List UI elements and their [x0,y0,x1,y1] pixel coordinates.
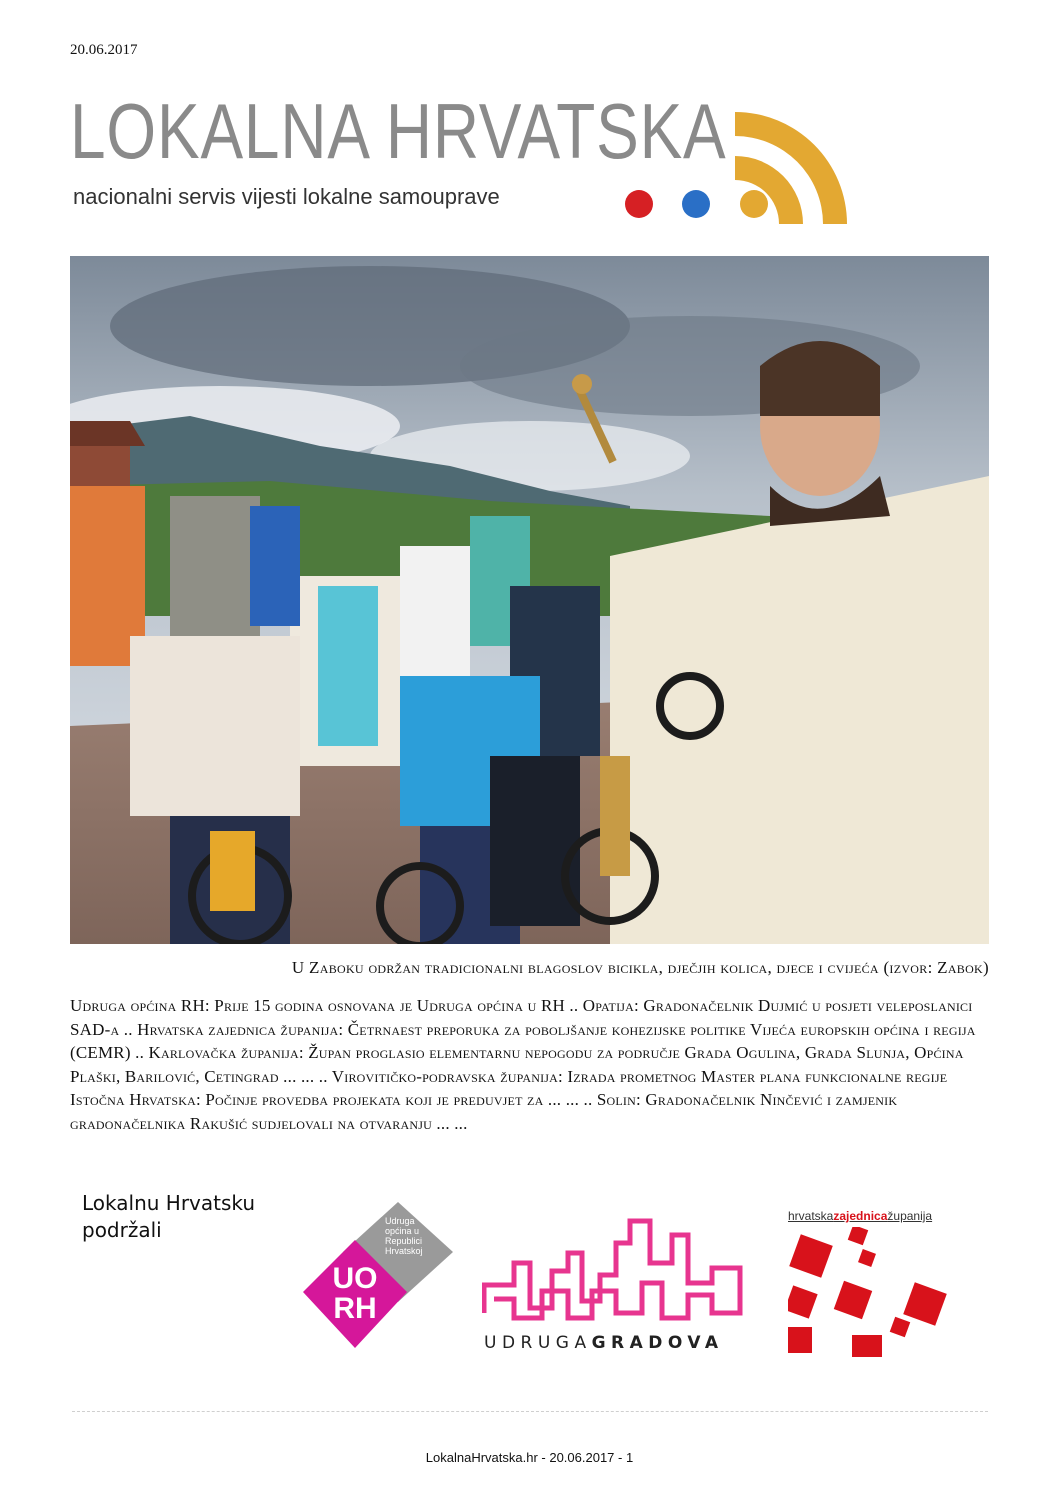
rss-waves-icon [735,94,865,224]
supporters-heading [82,1190,255,1244]
uorh-full-3: Republici [385,1236,423,1246]
photo-caption: U Zaboku održan tradicionalni blagoslov bicikla, dječjih kolica, djece i cvijeća (izvor: Zabok) [291,958,989,977]
hzz-part2: zajednica [833,1209,888,1223]
footer-divider [72,1411,988,1412]
issue-date: 20.06.2017 [70,42,138,58]
uorh-full-2: općina u [385,1226,420,1236]
hzz-wordmark [788,1209,932,1223]
main-photo [70,256,989,944]
uorh-logo [303,1200,453,1350]
blue-dot-icon [682,190,710,218]
uorh-full-4: Hrvatskoj [385,1246,423,1256]
uorh-abbr-bottom: RH [333,1292,377,1325]
hzz-part3: županija [887,1209,933,1223]
supporters-line-1: Lokalnu Hrvatsku [82,1191,256,1215]
udruga-gradova-text [484,1333,724,1353]
masthead-title: LOKALNA HRVATSKA [70,87,727,175]
uorh-full-1: Udruga [385,1216,415,1226]
masthead-subtitle: nacionalni servis vijesti lokalne samouprave [73,184,500,209]
supporters-line-2: podržali [82,1218,162,1242]
udruga-gradova-logo [482,1213,744,1353]
masthead-logo [70,87,870,227]
red-dot-icon [625,190,653,218]
page-footer: LokalnaHrvatska.hr - 20.06.2017 - 1 [425,1450,634,1465]
ug-part2: GRADOVA [591,1333,724,1353]
photo-blessing-bicycles-icon [70,256,989,944]
uorh-abbr-top: UO [332,1262,378,1295]
city-skyline-icon [482,1213,744,1323]
ug-part1: UDRUGA [484,1333,592,1353]
news-summary: Udruga općina RH: Prije 15 godina osnovana je Udruga općina u RH .. Opatija: Gradonačelnik Dujmić u posjeti veleposlanici SAD-a .. Hrvatska zajednica županija: Četrnaest preporuka za poboljšanje kohezijske politike Vijeća europskih općina i regija (CEMR) .. Karlovačka županija: Župan proglasio elementarnu nepogodu za područje Grada Ogulina, Grada Slunja, Općina Plaški, Barilović, Cetingrad ... ... .. Virovitičko-podravska županija: Izrada prometnog Master plana funkcionalne regije Istočna Hrvatska: Počinje provedba projekata koji je preduvjet za ... ... .. Solin: Gradonačelnik Ninčević i zamjenik gradonačelnika Rakušić sudjelovali na otvaranju ... ... [70,996,976,1133]
hzz-part1: hrvatska [788,1209,834,1223]
red-squares-icon [788,1227,948,1357]
hzz-logo [788,1209,948,1357]
